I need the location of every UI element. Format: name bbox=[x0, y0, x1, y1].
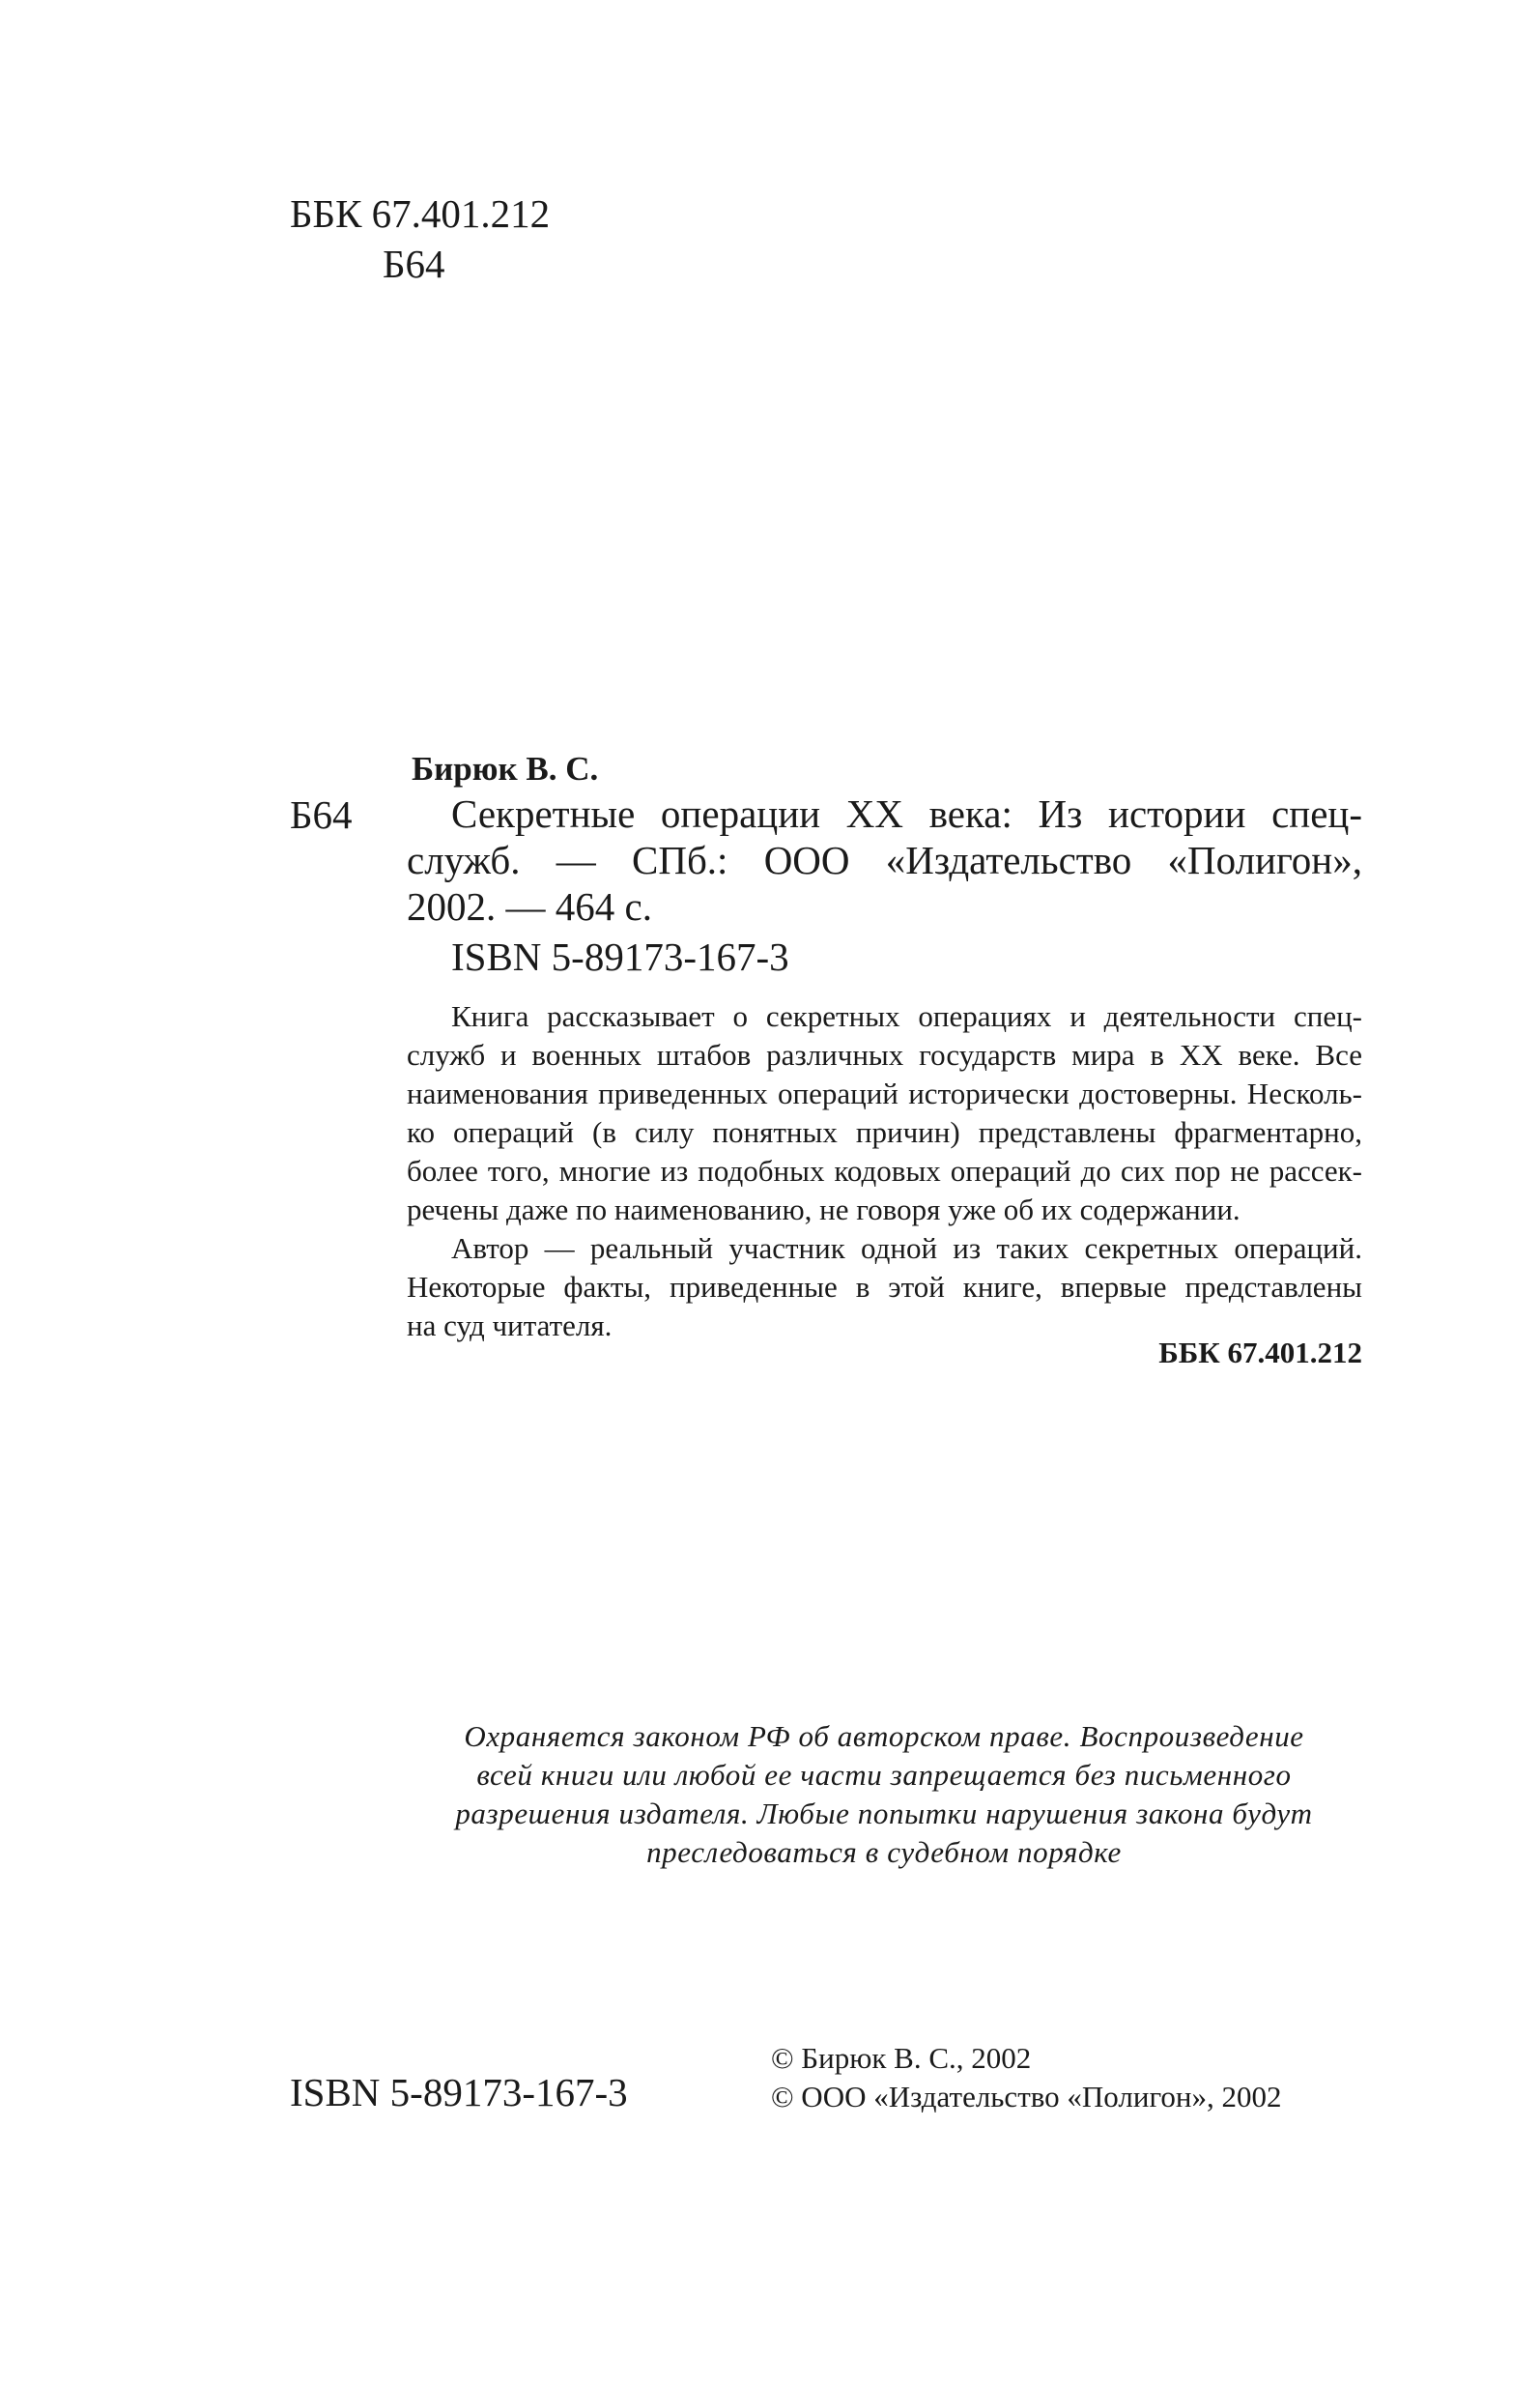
annotation-line: наименования приведенных операций исторически достоверны. Несколь- bbox=[407, 1077, 1362, 1110]
card-author-sign: Б64 bbox=[290, 792, 353, 837]
annotation-line: ко операций (в силу понятных причин) представлены фрагментарно, bbox=[407, 1115, 1362, 1149]
annotation-line: служб и военных штабов различных государств мира в XX веке. Все bbox=[407, 1038, 1362, 1072]
bbk-code-top: ББК 67.401.212 bbox=[290, 191, 551, 236]
notice-line: разрешения издателя. Любые попытки нарушения закона будут bbox=[455, 1797, 1313, 1830]
author-sign-top: Б64 bbox=[383, 242, 445, 286]
copyright-author: © Бирюк В. С., 2002 bbox=[771, 2041, 1032, 2075]
notice-line: преследоваться в судебном порядке bbox=[646, 1835, 1122, 1869]
annotation-line: Автор — реальный участник одной из таких секретных операций. bbox=[451, 1231, 1362, 1265]
copyright-publisher: © ООО «Издательство «Полигон», 2002 bbox=[771, 2080, 1282, 2113]
annotation-line: речены даже по наименованию, не говоря уже об их содержании. bbox=[407, 1193, 1241, 1226]
annotation-line: на суд читателя. bbox=[407, 1308, 613, 1342]
card-isbn: ISBN 5-89173-167-3 bbox=[451, 934, 789, 979]
notice-line: всей книги или любой ее части запрещается без письменного bbox=[476, 1758, 1292, 1792]
annotation-line: более того, многие из подобных кодовых операций до сих пор не рассек- bbox=[407, 1154, 1362, 1188]
description-line: служб. — СПб.: ООО «Издательство «Полигон», bbox=[407, 838, 1362, 882]
annotation-line: Некоторые факты, приведенные в этой книге, впервые представлены bbox=[407, 1270, 1362, 1304]
description-line: 2002. — 464 с. bbox=[407, 884, 652, 929]
card-bbk-code: ББК 67.401.212 bbox=[1158, 1336, 1362, 1369]
imprint-isbn: ISBN 5-89173-167-3 bbox=[290, 2070, 628, 2114]
notice-line: Охраняется законом РФ об авторском праве. Воспроизведение bbox=[464, 1719, 1304, 1753]
card-author: Бирюк В. С. bbox=[412, 750, 599, 788]
description-line: Секретные операции XX века: Из истории спец- bbox=[451, 791, 1362, 836]
annotation-line: Книга рассказывает о секретных операциях и деятельности спец- bbox=[451, 999, 1362, 1033]
